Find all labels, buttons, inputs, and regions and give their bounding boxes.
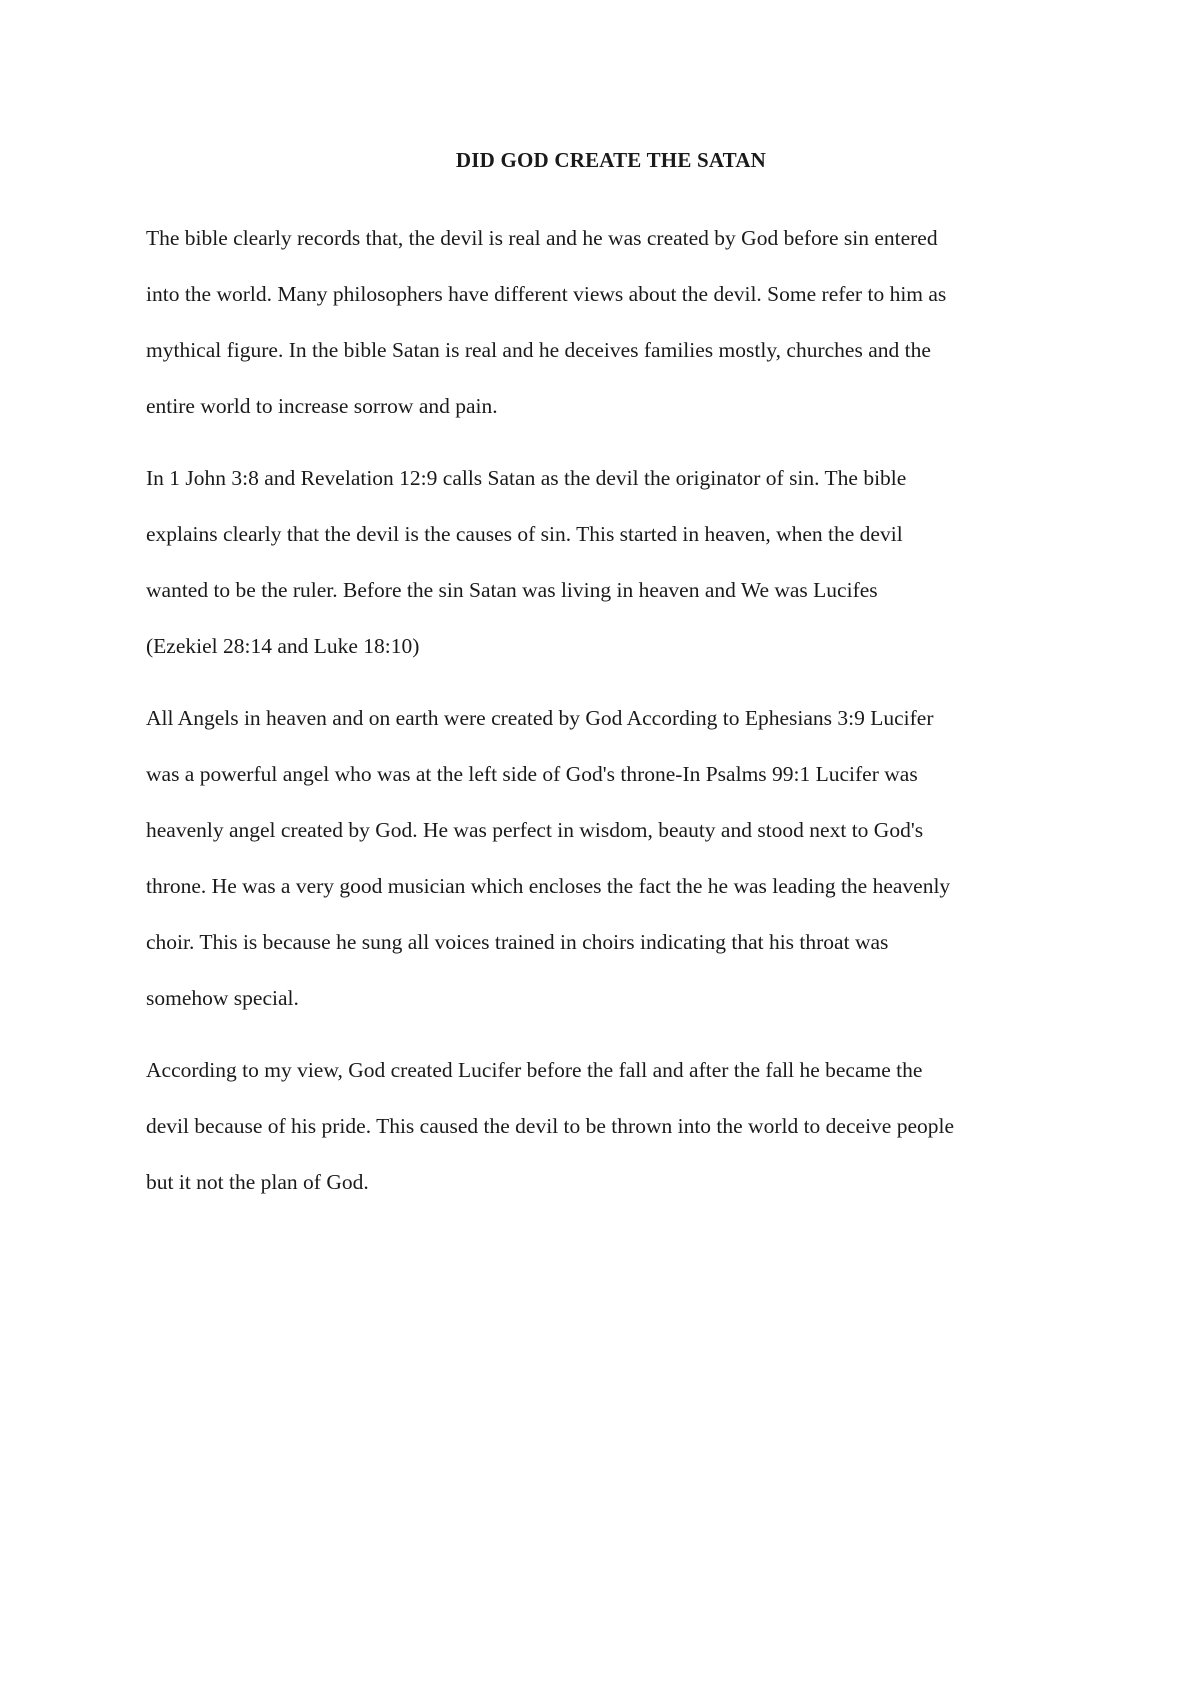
text-line: In 1 John 3:8 and Revelation 12:9 calls Satan as the devil the originator of sin. The bible [146, 466, 907, 490]
text-line: entire world to increase sorrow and pain. [146, 394, 498, 418]
paragraph-1 [146, 210, 1076, 434]
text-line: According to my view, God created Lucifer before the fall and after the fall he became the [146, 1058, 923, 1082]
text-line: wanted to be the ruler. Before the sin Satan was living in heaven and We was Lucifes [146, 578, 878, 602]
paragraph-2 [146, 450, 1076, 674]
text-line: into the world. Many philosophers have different views about the devil. Some refer to him as [146, 282, 947, 306]
text-line: throne. He was a very good musician which encloses the fact the he was leading the heavenly [146, 874, 951, 898]
text-line: but it not the plan of God. [146, 1170, 369, 1194]
text-line: somehow special. [146, 986, 299, 1010]
text-line: explains clearly that the devil is the causes of sin. This started in heaven, when the devil [146, 522, 903, 546]
paragraph-4 [146, 1042, 1076, 1210]
document-body [146, 140, 1076, 1226]
document-title: DID GOD CREATE THE SATAN [455, 148, 767, 172]
text-line: The bible clearly records that, the devil is real and he was created by God before sin entered [146, 226, 938, 250]
text-line: heavenly angel created by God. He was perfect in wisdom, beauty and stood next to God's [146, 818, 924, 842]
text-line: (Ezekiel 28:14 and Luke 18:10) [146, 634, 420, 658]
text-line: All Angels in heaven and on earth were created by God According to Ephesians 3:9 Lucifer [146, 706, 934, 730]
text-line: devil because of his pride. This caused the devil to be thrown into the world to deceive people [146, 1114, 955, 1138]
text-line: mythical figure. In the bible Satan is real and he deceives families mostly, churches and the [146, 338, 931, 362]
text-line: choir. This is because he sung all voices trained in choirs indicating that his throat was [146, 930, 889, 954]
text-line: was a powerful angel who was at the left side of God's throne-In Psalms 99:1 Lucifer was [146, 762, 918, 786]
paragraph-3 [146, 690, 1076, 1026]
